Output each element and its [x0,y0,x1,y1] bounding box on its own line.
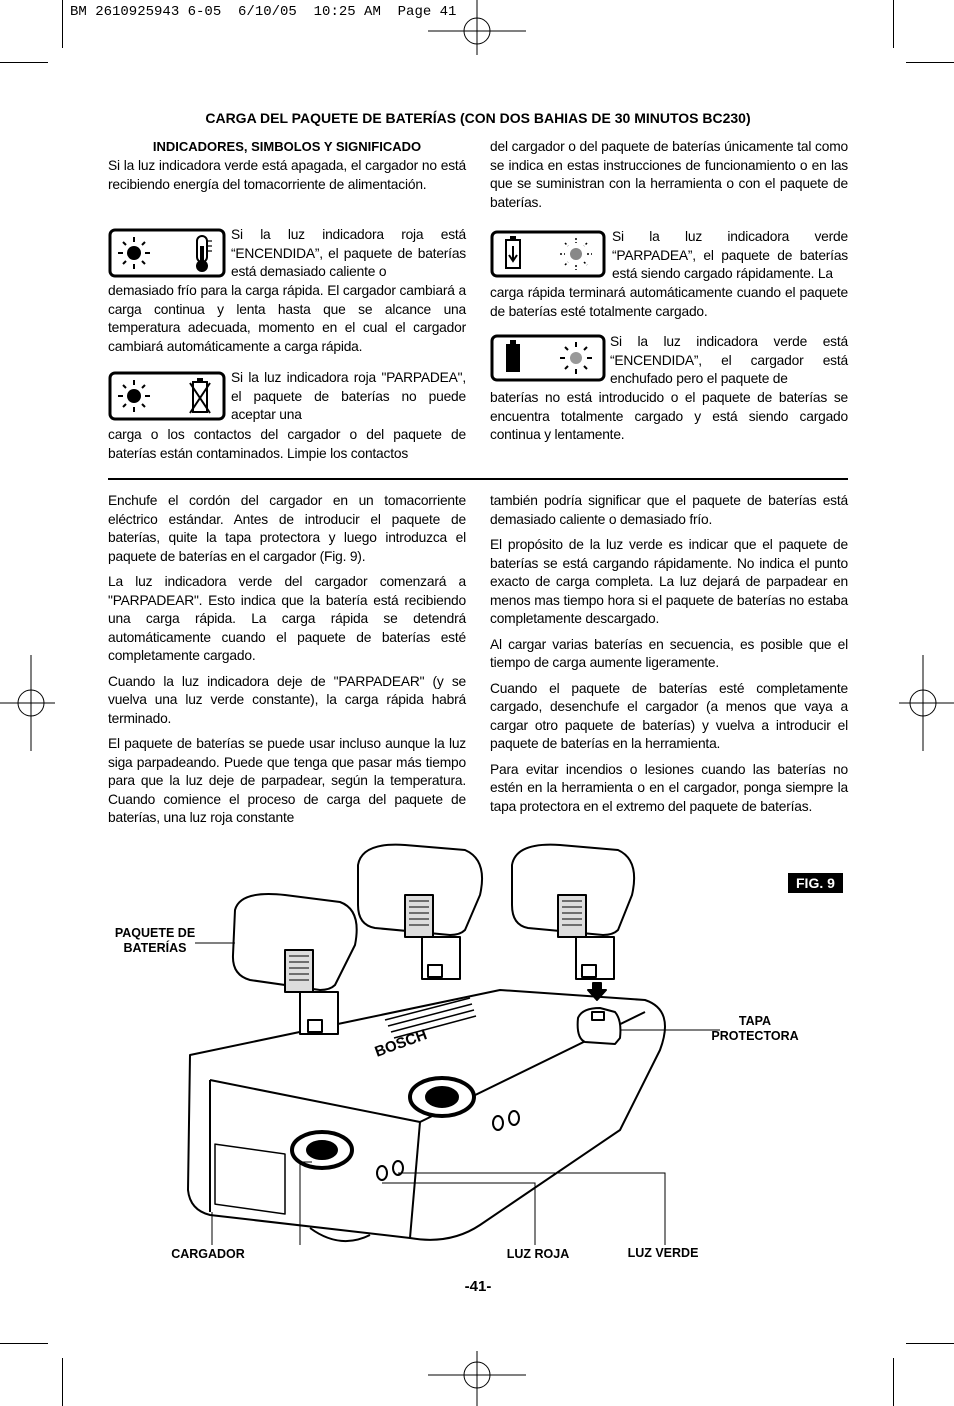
body-paragraph: Al cargar varias baterías en secuencia, es posible que el tiempo de carga aumente ligeramente. [490,636,848,670]
brand-logo-text: BOSCH [372,1026,430,1061]
charger-illustration [100,840,860,1280]
page-number: -41- [464,1278,492,1295]
charger-label: CARGADOR [171,1247,245,1261]
body-paragraph: El paquete de baterías se puede usar incluso aunque la luz siga parpadeando. Puede que tenga que pasar más tiempo para que la luz deje de parpadear, según la temperatura. Cuando comience el proceso de carga del paquete de baterías, una luz roja constante [108,736,466,825]
body-right-column [490,492,848,823]
battery-pack-label [110,926,200,956]
contacts-cleaning-text: del cargador o del paquete de baterías únicamente tal como se indica en estas instrucciones de funcionamiento o en las que se suministran con la herramienta o con el paquete de baterías. [490,139,848,210]
section-subtitle: INDICADORES, SIMBOLOS Y SIGNIFICADO [152,139,422,154]
temperature-indicator-icon [108,228,226,278]
figure-label: FIG. 9 [788,873,843,893]
defective-battery-indicator-icon [108,371,226,421]
indicator-green-blink-text-a: Si la luz indicadora verde “PARPADEA”, el paquete de baterías está siendo cargado rápidamente. La [612,229,848,281]
body-paragraph: Para evitar incendios o lesiones cuando las baterías no estén en la herramienta o en el cargador, ponga siempre la tapa protectora en el extremo del paquete de baterías. [490,761,848,814]
body-paragraph: El propósito de la luz verde es indicar que el paquete de baterías se está cargando rápidamente. No indica el punto exacto de carga completa. La luz dejará de parpadear en menos mas tiempo hora si el paquete de baterías no estaba completamente descargado. [490,537,848,626]
fast-charge-indicator-icon [490,230,606,278]
battery-pack-label-line2: BATERÍAS [123,941,187,955]
indicator-off-text: Si la luz indicadora verde está apagada, el cargador no está recibiendo energía del tomacorriente de alimentación. [108,158,466,192]
indicator-red-blink-text-b: carga o los contactos del cargador o del paquete de baterías están contaminados. Limpie los contactos [108,427,466,461]
body-left-column [108,492,466,835]
section-divider [108,478,848,480]
indicator-green-blink-text-b: carga rápida terminará automáticamente cuando el paquete de baterías esté totalmente cargado. [490,285,848,319]
indicator-green-on-text-a: Si la luz indicadora verde está “ENCENDIDA”, el cargador está enchufado pero el paquete de [610,334,848,386]
indicator-red-on-text-a: Si la luz indicadora roja está “ENCENDIDA”, el paquete de baterías está demasiado caliente o [231,227,466,279]
indicator-red-on-text-b: demasiado frío para la carga rápida. El cargador cambiará a carga continua y lenta hasta que se alcance una temperatura adecuada, momento en el cual el cargador cambiará automáticamente a carga rápida. [108,283,466,354]
indicator-red-blink-text-a: Si la luz indicadora roja "PARPADEA", el paquete de baterías no puede aceptar una [231,370,466,422]
body-paragraph: Enchufe el cordón del cargador en un tomacorriente eléctrico estándar. Antes de introducir el paquete de baterías, quite la tapa protectora y luego introduzca el paquete de baterías en el cargador (Fig. 9). [108,493,466,564]
body-paragraph: también podría significar que el paquete de baterías está demasiado caliente o demasiado frío. [490,493,848,527]
body-paragraph: Cuando la luz indicadora deje de "PARPADEAR" (y se vuelva una luz verde constante), la carga rápida habrá terminado. [108,673,466,726]
indicator-green-on-text-b: baterías no está introducido o el paquete de baterías se encuentra totalmente cargado y está siendo cargado continua y lentamente. [490,390,848,442]
protective-cap-label-line2: PROTECTORA [711,1029,799,1043]
red-light-label: LUZ ROJA [506,1247,570,1261]
trickle-charge-indicator-icon [490,334,606,382]
body-paragraph: La luz indicadora verde del cargador comenzará a "PARPADEAR". Esto indica que la batería está recibiendo una carga rápida. La carga rápida se detendrá automáticamente cuando el paquete de baterías esté completamente cargado. [108,574,466,663]
body-paragraph: Cuando el paquete de baterías esté completamente cargado, desenchufe el cargador (a menos que vaya a cargar otro paquete de baterías) y vuelva a introducir el paquete de baterías en la herramienta. [490,680,848,751]
battery-pack-label-line1: PAQUETE DE [114,926,196,940]
green-light-label: LUZ VERDE [627,1246,699,1260]
print-header: BM 2610925943 6-05 6/10/05 10:25 AM Page 41 [70,4,457,20]
section-title: CARGA DEL PAQUETE DE BATERÍAS (CON DOS BAHIAS DE 30 MINUTOS BC230) [205,110,751,126]
protective-cap-label [700,1014,810,1044]
protective-cap-label-line1: TAPA [738,1014,772,1028]
